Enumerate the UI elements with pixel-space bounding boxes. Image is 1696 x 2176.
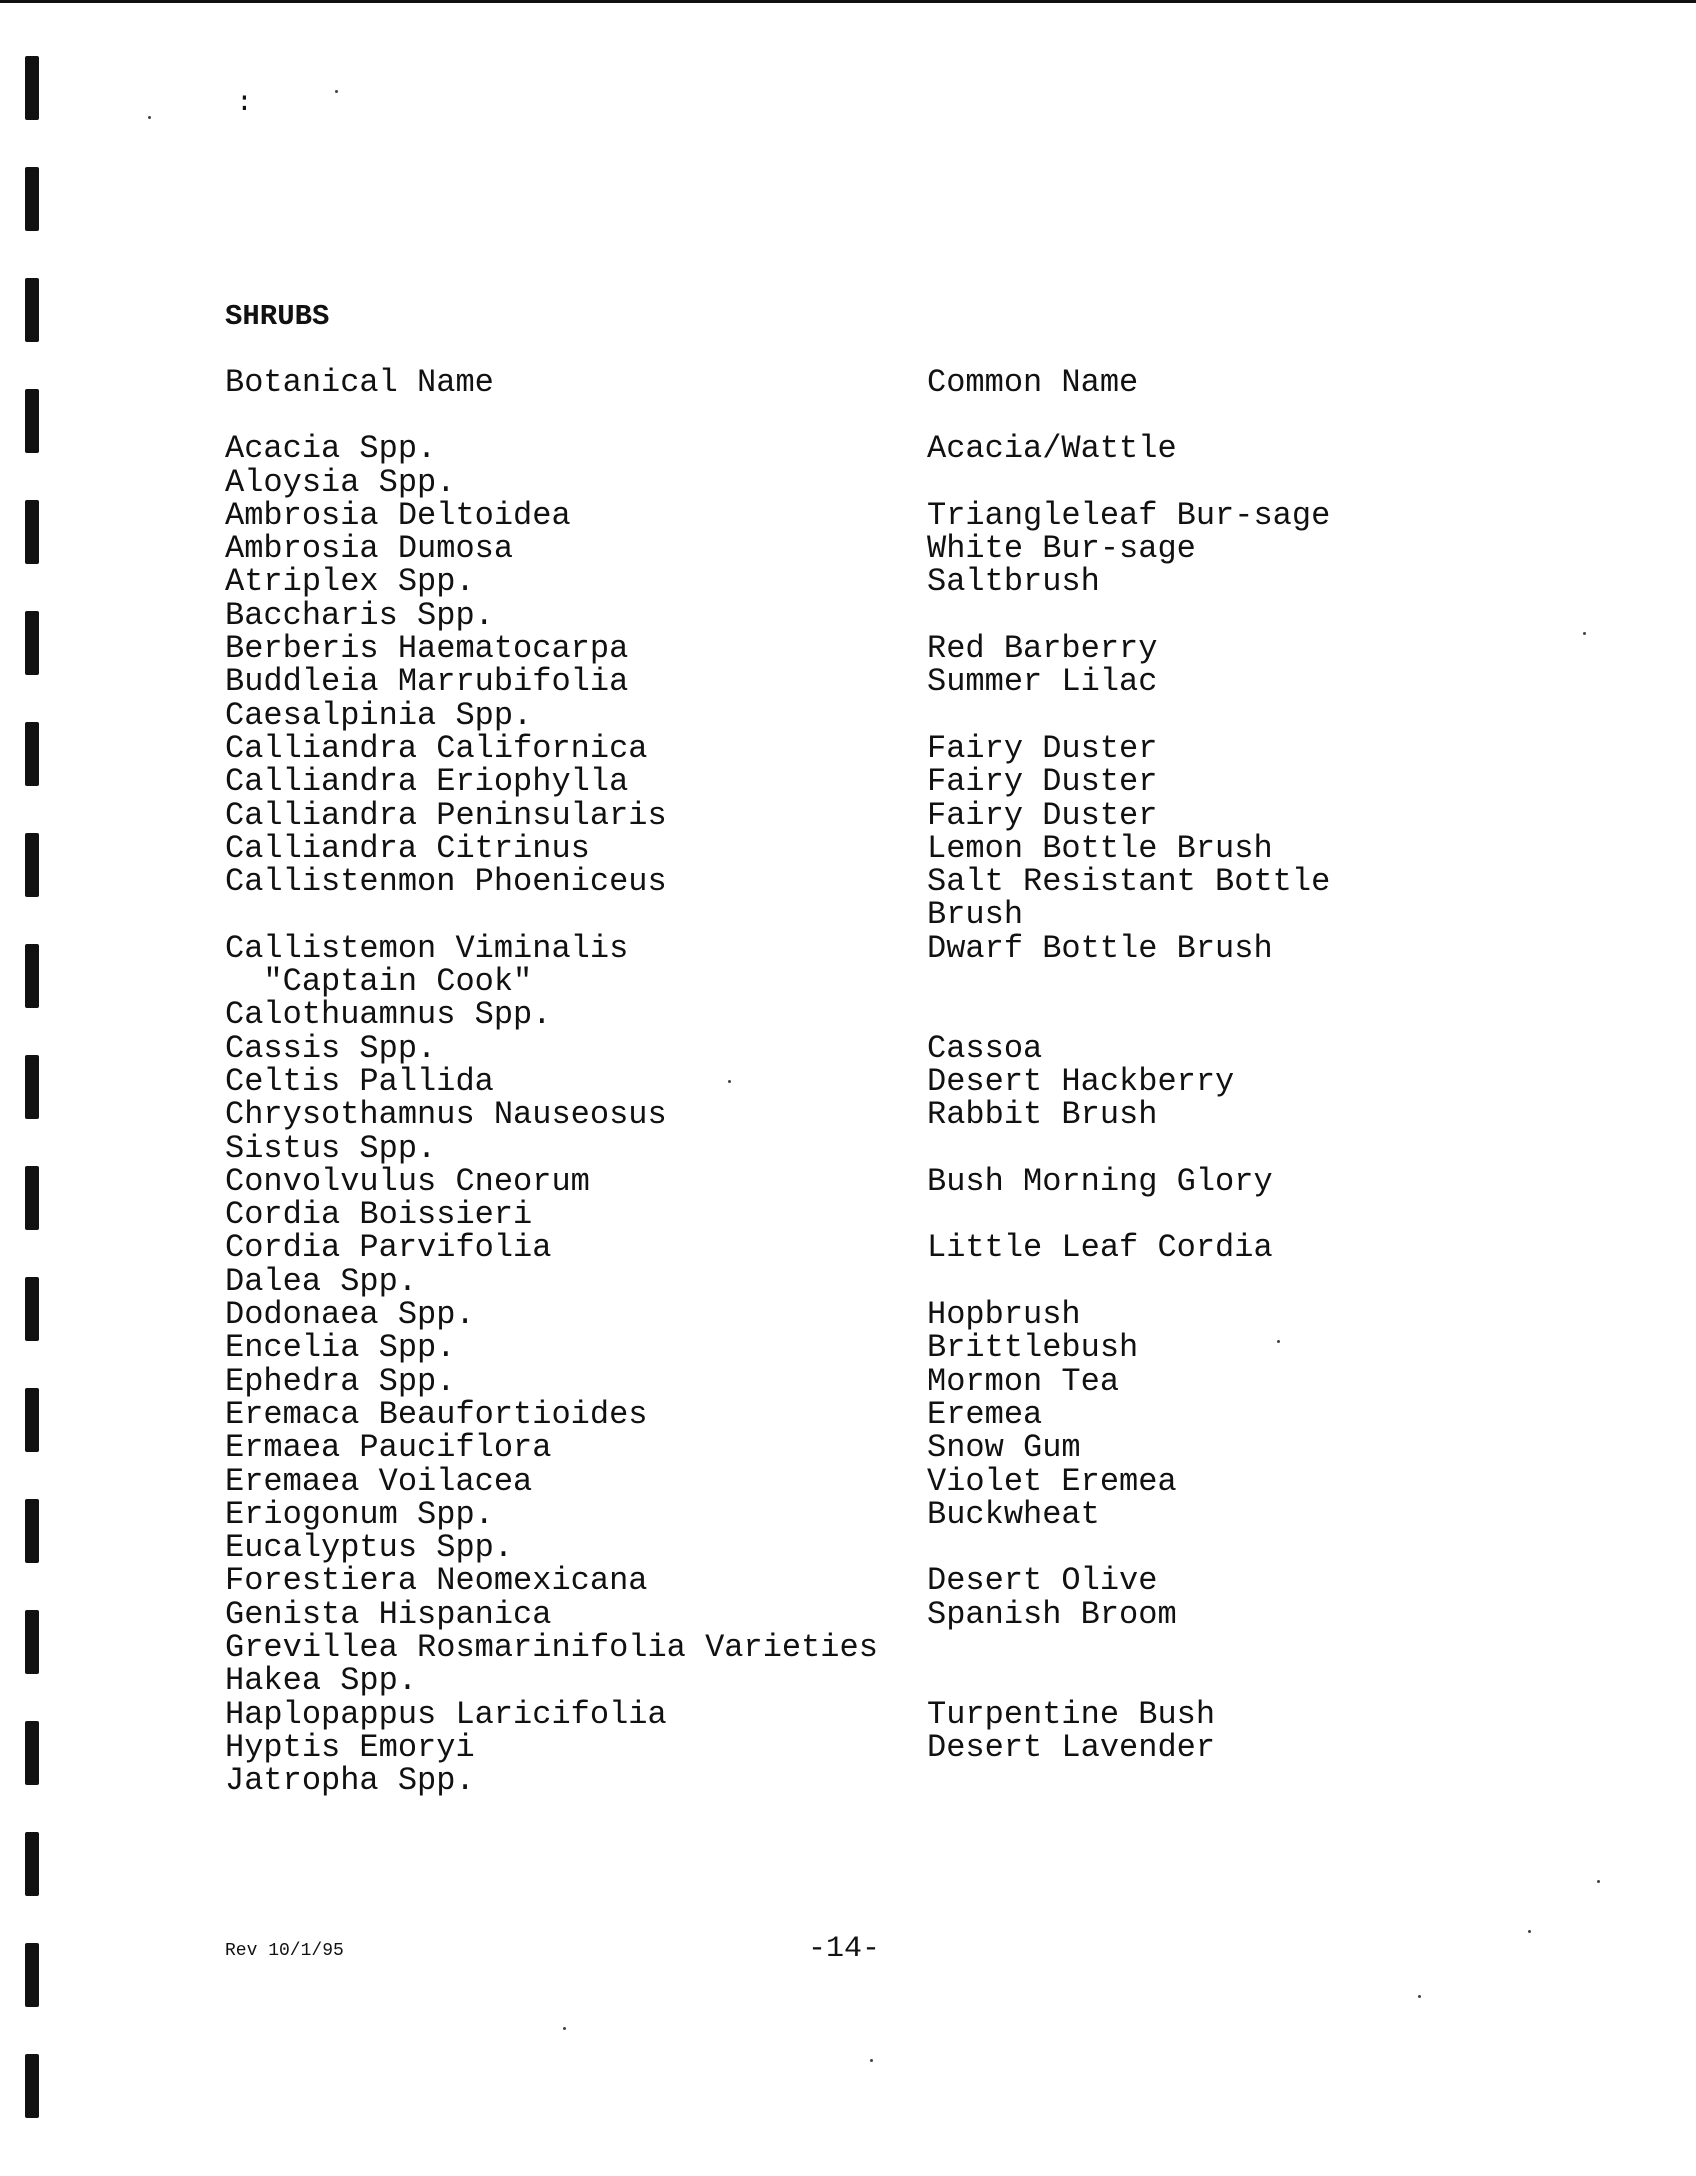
plant-row xyxy=(225,1462,1425,1500)
shrub-list-document xyxy=(225,300,1425,1800)
plant-row xyxy=(225,1196,1425,1234)
common-name xyxy=(927,1132,1425,1165)
common-name: Violet Eremea xyxy=(927,1462,1177,1500)
plant-row xyxy=(225,1762,1425,1800)
botanical-name: Hakea Spp. xyxy=(225,1662,418,1700)
scan-speck xyxy=(1597,1880,1600,1883)
plant-row xyxy=(225,1296,1425,1334)
plant-row xyxy=(225,1429,1425,1467)
botanical-name: Cordia Parvifolia xyxy=(225,1229,552,1267)
plant-row xyxy=(225,1495,1425,1533)
botanical-name xyxy=(225,898,927,931)
plant-row xyxy=(225,963,1425,1001)
binder-hole-mark xyxy=(25,611,39,675)
common-name: Brush xyxy=(927,896,1024,934)
binder-hole-mark xyxy=(25,389,39,453)
common-name xyxy=(927,1198,1425,1231)
scan-speck xyxy=(1583,632,1586,635)
binder-hole-mark xyxy=(25,1499,39,1563)
botanical-name: Buddleia Marrubifolia xyxy=(225,663,629,701)
botanical-name: Dalea Spp. xyxy=(225,1262,418,1300)
binder-hole-mark xyxy=(25,1832,39,1896)
scan-speck xyxy=(335,90,338,93)
common-name: White Bur-sage xyxy=(927,530,1196,568)
common-name: Desert Lavender xyxy=(927,1728,1216,1766)
plant-row xyxy=(225,463,1425,501)
plant-row xyxy=(225,996,1425,1034)
botanical-name: Jatropha Spp. xyxy=(225,1762,475,1800)
plant-row xyxy=(225,1262,1425,1300)
binder-hole-mark xyxy=(25,500,39,564)
scan-speck xyxy=(1528,1930,1531,1933)
plant-row xyxy=(225,1562,1425,1600)
botanical-name: Grevillea Rosmarinifolia Varieties xyxy=(225,1628,878,1666)
botanical-name: Convolvulus Cneorum xyxy=(225,1162,590,1200)
plant-row xyxy=(225,1695,1425,1733)
plant-row xyxy=(225,1662,1425,1700)
botanical-name: Calothuamnus Spp. xyxy=(225,996,552,1034)
botanical-name-header: Botanical Name xyxy=(225,364,494,401)
binder-hole-mark xyxy=(25,2054,39,2118)
binder-hole-mark xyxy=(25,1055,39,1119)
common-name: Eremea xyxy=(927,1395,1043,1433)
common-name: Turpentine Bush xyxy=(927,1695,1216,1733)
binder-hole-mark xyxy=(25,56,39,120)
common-name: Acacia/Wattle xyxy=(927,430,1177,468)
plant-row xyxy=(225,929,1425,967)
common-name xyxy=(927,466,1425,499)
plant-row xyxy=(225,763,1425,801)
common-name: Cassoa xyxy=(927,1029,1043,1067)
stray-colon-mark: : xyxy=(236,88,253,119)
plant-row xyxy=(225,1728,1425,1766)
plant-row xyxy=(225,729,1425,767)
plant-row xyxy=(225,696,1425,734)
plant-row xyxy=(225,563,1425,601)
common-name: Lemon Bottle Brush xyxy=(927,829,1273,867)
botanical-name: Atriplex Spp. xyxy=(225,563,475,601)
plant-row xyxy=(225,430,1425,468)
common-name: Saltbrush xyxy=(927,563,1100,601)
botanical-name: Ermaea Pauciflora xyxy=(225,1429,552,1467)
plant-row xyxy=(225,896,1425,934)
binder-hole-mark xyxy=(25,1277,39,1341)
common-name xyxy=(927,1531,1425,1564)
botanical-name: Acacia Spp. xyxy=(225,430,437,468)
common-name: Salt Resistant Bottle xyxy=(927,863,1331,901)
plant-row xyxy=(225,496,1425,534)
botanical-name: Ambrosia Dumosa xyxy=(225,530,514,568)
binder-hole-mark xyxy=(25,278,39,342)
botanical-name: Ambrosia Deltoidea xyxy=(225,496,571,534)
plant-row xyxy=(225,1029,1425,1067)
plant-row xyxy=(225,596,1425,634)
binder-hole-mark xyxy=(25,833,39,897)
botanical-name: Encelia Spp. xyxy=(225,1329,456,1367)
common-name: Desert Olive xyxy=(927,1562,1158,1600)
binder-hole-mark xyxy=(25,1166,39,1230)
plant-row xyxy=(225,1329,1425,1367)
binder-hole-mark xyxy=(25,1943,39,2007)
common-name: Bush Morning Glory xyxy=(927,1162,1273,1200)
botanical-name: Callistenmon Phoeniceus xyxy=(225,863,667,901)
plant-row xyxy=(225,1362,1425,1400)
scan-speck xyxy=(1418,1995,1421,1998)
common-name: Fairy Duster xyxy=(927,763,1158,801)
botanical-name: Berberis Haematocarpa xyxy=(225,630,629,668)
botanical-name: Eucalyptus Spp. xyxy=(225,1529,514,1567)
botanical-name: Haplopappus Laricifolia xyxy=(225,1695,667,1733)
plant-row xyxy=(225,1395,1425,1433)
common-name: Spanish Broom xyxy=(927,1595,1177,1633)
column-header-row xyxy=(225,366,1425,399)
botanical-name: Chrysothamnus Nauseosus xyxy=(225,1096,667,1134)
common-name: Brittlebush xyxy=(927,1329,1139,1367)
page-number: -14- xyxy=(808,1932,881,1966)
common-name xyxy=(927,599,1425,632)
section-title: SHRUBS xyxy=(225,300,330,333)
common-name xyxy=(927,1631,1425,1664)
common-name: Triangleleaf Bur-sage xyxy=(927,496,1331,534)
common-name xyxy=(927,1265,1425,1298)
plant-row xyxy=(225,1062,1425,1100)
common-name: Little Leaf Cordia xyxy=(927,1229,1273,1267)
scan-speck xyxy=(563,2027,566,2030)
botanical-name: "Captain Cook" xyxy=(225,963,533,1001)
botanical-name: Eremaca Beaufortioides xyxy=(225,1395,648,1433)
botanical-name: Baccharis Spp. xyxy=(225,596,494,634)
plant-row xyxy=(225,1162,1425,1200)
botanical-name: Ephedra Spp. xyxy=(225,1362,456,1400)
common-name: Rabbit Brush xyxy=(927,1096,1158,1134)
common-name: Hopbrush xyxy=(927,1296,1081,1334)
common-name: Red Barberry xyxy=(927,630,1158,668)
botanical-name: Eremaea Voilacea xyxy=(225,1462,533,1500)
scan-speck xyxy=(870,2059,873,2062)
botanical-name: Calliandra Californica xyxy=(225,729,648,767)
plant-row xyxy=(225,630,1425,668)
common-name: Buckwheat xyxy=(927,1495,1100,1533)
botanical-name: Hyptis Emoryi xyxy=(225,1728,475,1766)
botanical-name: Callistemon Viminalis xyxy=(225,929,629,967)
binder-hole-mark xyxy=(25,1388,39,1452)
botanical-name: Sistus Spp. xyxy=(225,1129,437,1167)
binder-hole-mark xyxy=(25,1610,39,1674)
plant-list xyxy=(225,430,1425,1800)
scan-speck xyxy=(148,116,151,119)
common-name: Fairy Duster xyxy=(927,796,1158,834)
binder-hole-mark xyxy=(25,722,39,786)
common-name xyxy=(927,998,1425,1031)
plant-row xyxy=(225,1529,1425,1567)
botanical-name: Celtis Pallida xyxy=(225,1062,494,1100)
plant-row xyxy=(225,1628,1425,1666)
plant-row xyxy=(225,1229,1425,1267)
common-name xyxy=(927,965,1425,998)
plant-row xyxy=(225,530,1425,568)
revision-date: Rev 10/1/95 xyxy=(225,1941,344,1961)
botanical-name: Dodonaea Spp. xyxy=(225,1296,475,1334)
botanical-name: Cassis Spp. xyxy=(225,1029,437,1067)
common-name xyxy=(927,1664,1425,1697)
botanical-name: Genista Hispanica xyxy=(225,1595,552,1633)
binder-hole-mark xyxy=(25,1721,39,1785)
plant-row xyxy=(225,663,1425,701)
common-name: Fairy Duster xyxy=(927,729,1158,767)
common-name: Summer Lilac xyxy=(927,663,1158,701)
common-name: Dwarf Bottle Brush xyxy=(927,929,1273,967)
botanical-name: Eriogonum Spp. xyxy=(225,1495,494,1533)
plant-row xyxy=(225,829,1425,867)
plant-row xyxy=(225,1129,1425,1167)
botanical-name: Calliandra Peninsularis xyxy=(225,796,667,834)
top-scan-border xyxy=(0,0,1696,3)
common-name-header: Common Name xyxy=(927,364,1139,401)
common-name xyxy=(927,699,1425,732)
common-name xyxy=(927,1764,1425,1797)
common-name: Desert Hackberry xyxy=(927,1062,1235,1100)
plant-row xyxy=(225,863,1425,901)
binder-hole-mark xyxy=(25,944,39,1008)
botanical-name: Forestiera Neomexicana xyxy=(225,1562,648,1600)
plant-row xyxy=(225,1595,1425,1633)
common-name: Snow Gum xyxy=(927,1429,1081,1467)
plant-row xyxy=(225,796,1425,834)
botanical-name: Aloysia Spp. xyxy=(225,463,456,501)
botanical-name: Caesalpinia Spp. xyxy=(225,696,533,734)
botanical-name: Calliandra Citrinus xyxy=(225,829,590,867)
common-name: Mormon Tea xyxy=(927,1362,1120,1400)
plant-row xyxy=(225,1096,1425,1134)
binder-hole-mark xyxy=(25,167,39,231)
botanical-name: Cordia Boissieri xyxy=(225,1196,533,1234)
botanical-name: Calliandra Eriophylla xyxy=(225,763,629,801)
binder-hole-marks xyxy=(0,0,60,2176)
